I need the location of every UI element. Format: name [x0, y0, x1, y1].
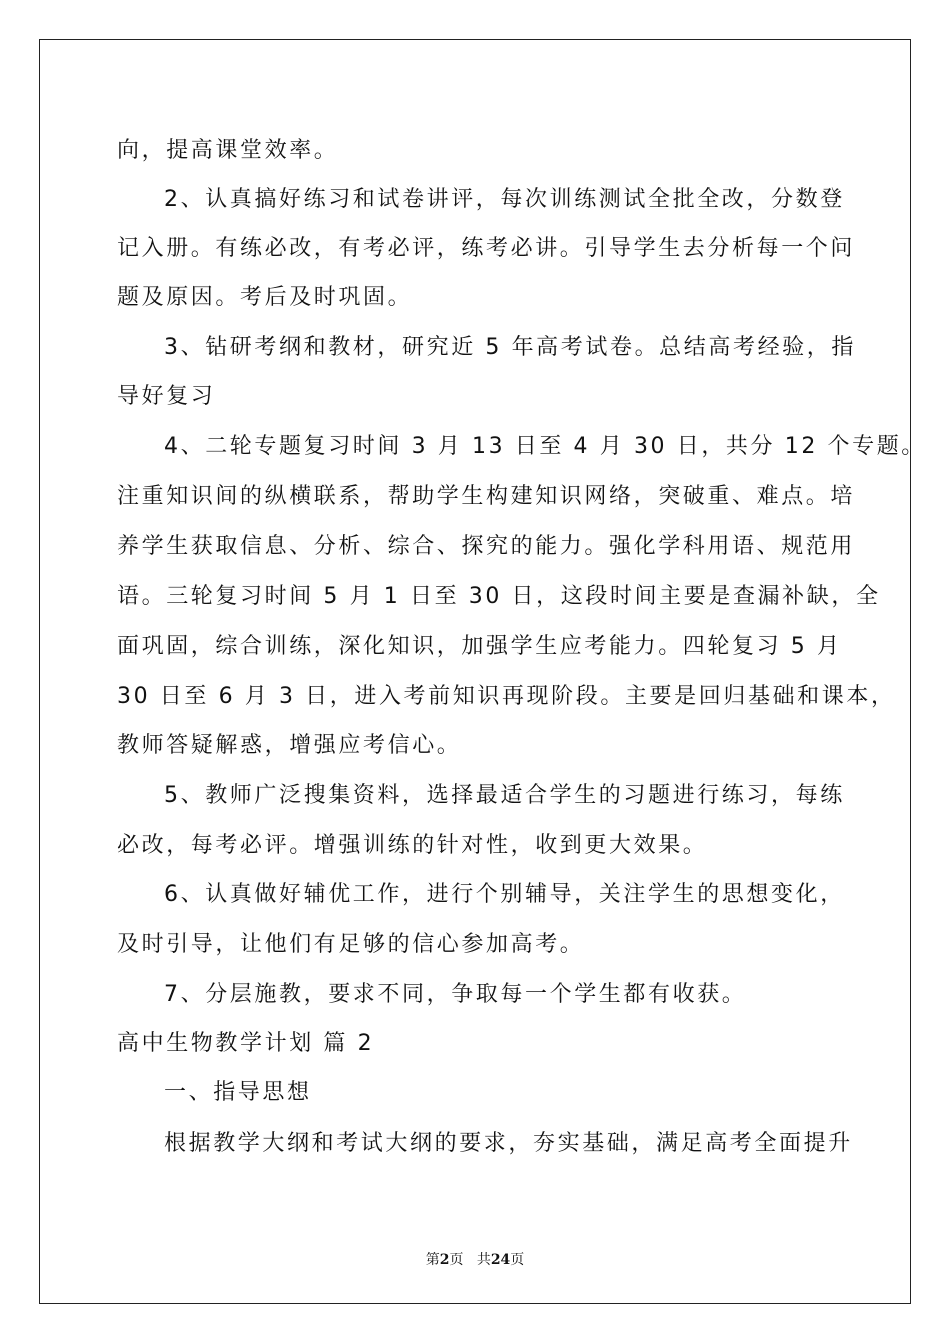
page-prefix: 第 — [425, 1252, 440, 1268]
page-border — [39, 39, 911, 1304]
subsection-heading: 一、指导思想 — [164, 1080, 312, 1105]
text-line: 题及原因。考后及时巩固。 — [117, 285, 413, 310]
text-line: 教师答疑解惑，增强应考信心。 — [117, 733, 462, 758]
text-line: 面巩固，综合训练，深化知识，加强学生应考能力。四轮复习 5 月 — [117, 634, 842, 659]
text-line: 3、钻研考纲和教材，研究近 5 年高考试卷。总结高考经验，指 — [164, 335, 856, 360]
text-line: 必改，每考必评。增强训练的针对性，收到更大效果。 — [117, 833, 708, 858]
text-line: 及时引导，让他们有足够的信心参加高考。 — [117, 932, 585, 957]
text-line: 向，提高课堂效率。 — [117, 138, 339, 163]
page-suffix: 页 — [449, 1252, 464, 1268]
page-number: 2 — [439, 1252, 450, 1268]
page-footer — [0, 1249, 950, 1269]
text-line: 5、教师广泛搜集资料，选择最适合学生的习题进行练习，每练 — [164, 783, 845, 808]
total-pages: 24 — [490, 1252, 511, 1268]
text-line: 养学生获取信息、分析、综合、探究的能力。强化学科用语、规范用 — [117, 534, 856, 559]
text-line: 2、认真搞好练习和试卷讲评，每次训练测试全批全改，分数登 — [164, 187, 845, 212]
total-suffix: 页 — [510, 1252, 525, 1268]
text-line: 根据教学大纲和考试大纲的要求，夯实基础，满足高考全面提升 — [164, 1131, 853, 1156]
text-line: 注重知识间的纵横联系，帮助学生构建知识网络，突破重、难点。培 — [117, 484, 856, 509]
text-line: 30 日至 6 月 3 日，进入考前知识再现阶段。主要是回归基础和课本， — [117, 684, 896, 709]
text-line: 导好复习 — [117, 384, 216, 409]
text-line: 7、分层施教，要求不同，争取每一个学生都有收获。 — [164, 982, 747, 1007]
text-line: 记入册。有练必改，有考必评，练考必讲。引导学生去分析每一个问 — [117, 236, 856, 261]
text-line: 6、认真做好辅优工作，进行个别辅导，关注学生的思想变化， — [164, 882, 845, 907]
text-line: 语。三轮复习时间 5 月 1 日至 30 日，这段时间主要是查漏补缺，全 — [117, 584, 881, 609]
total-prefix: 共 — [476, 1252, 491, 1268]
text-line: 4、二轮专题复习时间 3 月 13 日至 4 月 30 日，共分 12 个专题。 — [164, 434, 926, 459]
section-heading: 高中生物教学计划 篇 2 — [117, 1031, 375, 1056]
